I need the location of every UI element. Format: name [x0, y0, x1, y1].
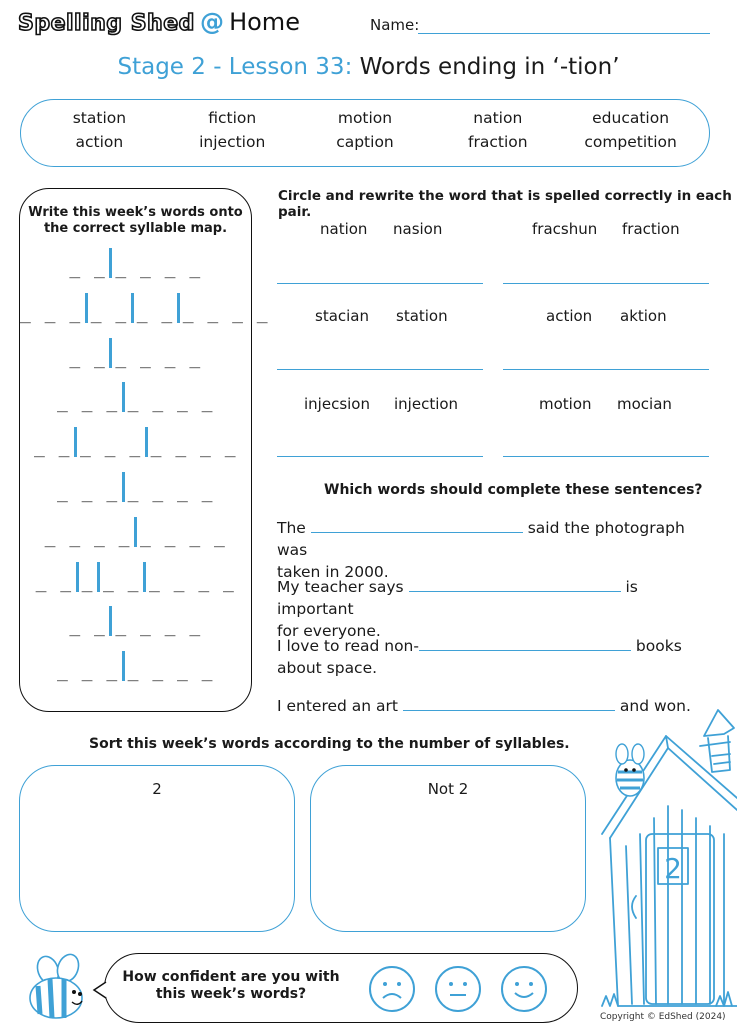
- syllable-blank[interactable]: _ _: [90, 302, 128, 324]
- sentence-blank[interactable]: [419, 650, 631, 651]
- sort-box-heading: 2: [152, 780, 162, 798]
- pair-word[interactable]: action: [546, 307, 593, 325]
- sentence-blank[interactable]: [403, 710, 615, 711]
- page-title: [0, 54, 737, 80]
- syllable-divider: [122, 651, 125, 681]
- answer-line[interactable]: [503, 283, 709, 284]
- syllable-blank[interactable]: _ _: [136, 302, 174, 324]
- sentence-text: is important: [277, 578, 638, 618]
- pairs-instruction: Circle and rewrite the word that is spelled correctly in each pair.: [278, 188, 732, 220]
- syllable-map-row[interactable]: [20, 650, 251, 695]
- answer-line[interactable]: [277, 283, 483, 284]
- title-subject: Words ending in ‘-tion’: [359, 54, 620, 80]
- syllable-blank[interactable]: _ _: [102, 571, 140, 593]
- syllable-blank[interactable]: _ _ _: [56, 392, 119, 414]
- sentence-text: said the photograph was: [277, 519, 685, 559]
- syllable-blank[interactable]: _ _ _ _: [115, 258, 202, 279]
- syllable-blank[interactable]: _ _ _ _: [150, 437, 238, 459]
- word-item: motion: [337, 109, 393, 127]
- syllable-map-row[interactable]: [20, 337, 251, 382]
- confidence-question: [105, 969, 357, 1003]
- name-label: Name:: [370, 16, 420, 34]
- syllable-map-title-line: Write this week’s words onto: [28, 205, 243, 220]
- syllable-map-row[interactable]: [20, 292, 270, 337]
- pair-word[interactable]: station: [396, 307, 448, 325]
- syllable-blank[interactable]: _ _ _: [20, 302, 82, 324]
- copyright: Copyright © EdShed (2024): [600, 1012, 726, 1022]
- word-item: education: [592, 109, 670, 127]
- syllable-map-row[interactable]: [20, 561, 251, 606]
- sentence-text: I love to read non-: [277, 637, 419, 655]
- shed-number: 2: [664, 852, 682, 885]
- logo: [18, 8, 300, 36]
- syllable-divider: [85, 293, 88, 323]
- syllable-map-row[interactable]: [20, 381, 251, 426]
- name-field[interactable]: [418, 33, 710, 34]
- logo-home: Home: [229, 8, 300, 36]
- syllable-blank[interactable]: _ _: [69, 258, 107, 279]
- word-item: caption: [336, 133, 394, 151]
- pair-word[interactable]: nation: [320, 220, 368, 238]
- sad-face-icon[interactable]: [369, 966, 415, 1012]
- sentence-blank[interactable]: [311, 532, 523, 533]
- word-item: fiction: [208, 109, 257, 127]
- word-item: injection: [199, 133, 266, 151]
- pair-word[interactable]: fraction: [622, 220, 680, 238]
- sentence-3: [277, 635, 717, 679]
- syllable-blank[interactable]: _ _: [33, 437, 71, 459]
- syllable-divider: [109, 248, 112, 278]
- logo-at: @: [199, 8, 224, 36]
- syllable-blank[interactable]: _ _ _: [79, 437, 142, 459]
- syllable-blank[interactable]: _ _: [69, 616, 107, 638]
- sentence-text: My teacher says: [277, 578, 404, 596]
- sentence-text: taken in 2000.: [277, 563, 389, 581]
- word-item: station: [72, 109, 127, 127]
- syllable-blank[interactable]: _ _ _ _: [127, 392, 215, 414]
- syllable-map-title: [20, 205, 251, 237]
- syllable-divider: [134, 517, 137, 547]
- syllable-map-title-line: the correct syllable map.: [43, 221, 228, 236]
- syllable-blank[interactable]: _ _ _: [56, 661, 119, 683]
- syllable-blank[interactable]: _ _: [35, 571, 73, 593]
- syllable-map-row[interactable]: [20, 426, 251, 471]
- pair-word[interactable]: mocian: [617, 395, 672, 413]
- word-item: competition: [584, 133, 677, 151]
- answer-line[interactable]: [277, 456, 483, 457]
- sentence-text: and won.: [619, 697, 691, 715]
- answer-line[interactable]: [503, 456, 709, 457]
- sort-box-2[interactable]: [19, 765, 295, 932]
- confidence-question-line: How confident are you with: [122, 969, 340, 985]
- syllable-divider: [109, 606, 112, 636]
- bee-icon: [616, 744, 644, 796]
- sentence-1: [277, 517, 717, 583]
- syllable-map-row[interactable]: [20, 247, 251, 292]
- syllable-blank[interactable]: _ _ _ _: [182, 302, 270, 324]
- syllable-divider: [177, 293, 180, 323]
- syllable-map-rows: [20, 247, 270, 695]
- syllable-map-row[interactable]: [20, 516, 251, 561]
- word-item: action: [75, 133, 124, 151]
- word-item: fraction: [468, 133, 528, 151]
- pair-word[interactable]: injection: [394, 395, 459, 413]
- pair-word[interactable]: fracshun: [532, 220, 598, 238]
- syllable-divider: [122, 472, 125, 502]
- confidence-bubble: [104, 953, 578, 1023]
- pair-word[interactable]: stacian: [315, 307, 370, 325]
- syllable-blank[interactable]: _ _ _ _: [140, 526, 227, 548]
- sentence-text: The: [277, 519, 306, 537]
- syllable-blank[interactable]: _ _ _ _: [44, 526, 131, 548]
- word-item: nation: [473, 109, 523, 127]
- bee-mascot-icon: [22, 952, 94, 1022]
- happy-face-icon[interactable]: [501, 966, 547, 1012]
- word-list: [21, 109, 709, 151]
- sort-box-heading: Not 2: [427, 780, 469, 798]
- syllable-divider: [143, 562, 146, 592]
- syllable-divider: [76, 562, 79, 592]
- syllable-divider: [131, 293, 134, 323]
- syllable-map-row[interactable]: [20, 605, 251, 650]
- syllable-blank[interactable]: _ _ _ _: [149, 571, 236, 593]
- answer-line[interactable]: [277, 369, 483, 370]
- syllable-blank[interactable]: _ _ _: [56, 481, 119, 503]
- pair-word[interactable]: motion: [539, 395, 592, 413]
- sentence-text: I entered an art: [277, 697, 399, 715]
- syllable-divider: [97, 562, 100, 592]
- neutral-face-icon[interactable]: [435, 966, 481, 1012]
- syllable-blank[interactable]: _ _: [69, 347, 107, 369]
- syllable-divider: [122, 382, 125, 412]
- syllable-divider: [109, 338, 112, 368]
- shed-illustration: [596, 706, 737, 1016]
- sort-box-not-2[interactable]: [310, 765, 586, 932]
- pair-word[interactable]: injecsion: [304, 395, 370, 413]
- bubble-tail: [92, 980, 108, 1000]
- sentence-text: books: [635, 637, 682, 655]
- sentences-heading: Which words should complete these sentences?: [324, 482, 703, 498]
- syllable-map-row[interactable]: [20, 471, 251, 516]
- syllable-blank[interactable]: _ _ _ _: [115, 347, 202, 369]
- syllable-blank[interactable]: _: [81, 571, 94, 593]
- logo-wordmark: Spelling Shed: [18, 11, 195, 36]
- title-lesson: Stage 2 - Lesson 33:: [117, 54, 353, 80]
- sentence-text: for everyone.: [277, 622, 381, 640]
- syllable-map-panel: [19, 188, 270, 712]
- word-list-box: [20, 99, 710, 167]
- syllable-divider: [145, 427, 148, 457]
- syllable-blank[interactable]: _ _ _ _: [127, 481, 215, 503]
- sort-instruction: Sort this week’s words according to the number of syllables.: [89, 736, 570, 752]
- confidence-question-line: this week’s words?: [155, 986, 307, 1002]
- syllable-blank[interactable]: _ _ _ _: [127, 661, 215, 683]
- answer-line[interactable]: [503, 369, 709, 370]
- syllable-blank[interactable]: _ _ _ _: [115, 616, 202, 638]
- sentence-text: about space.: [277, 659, 378, 677]
- sentence-blank[interactable]: [409, 591, 621, 592]
- sentence-2: [277, 576, 717, 642]
- syllable-divider: [74, 427, 77, 457]
- pair-word[interactable]: nasion: [393, 220, 443, 238]
- pair-word[interactable]: aktion: [620, 307, 667, 325]
